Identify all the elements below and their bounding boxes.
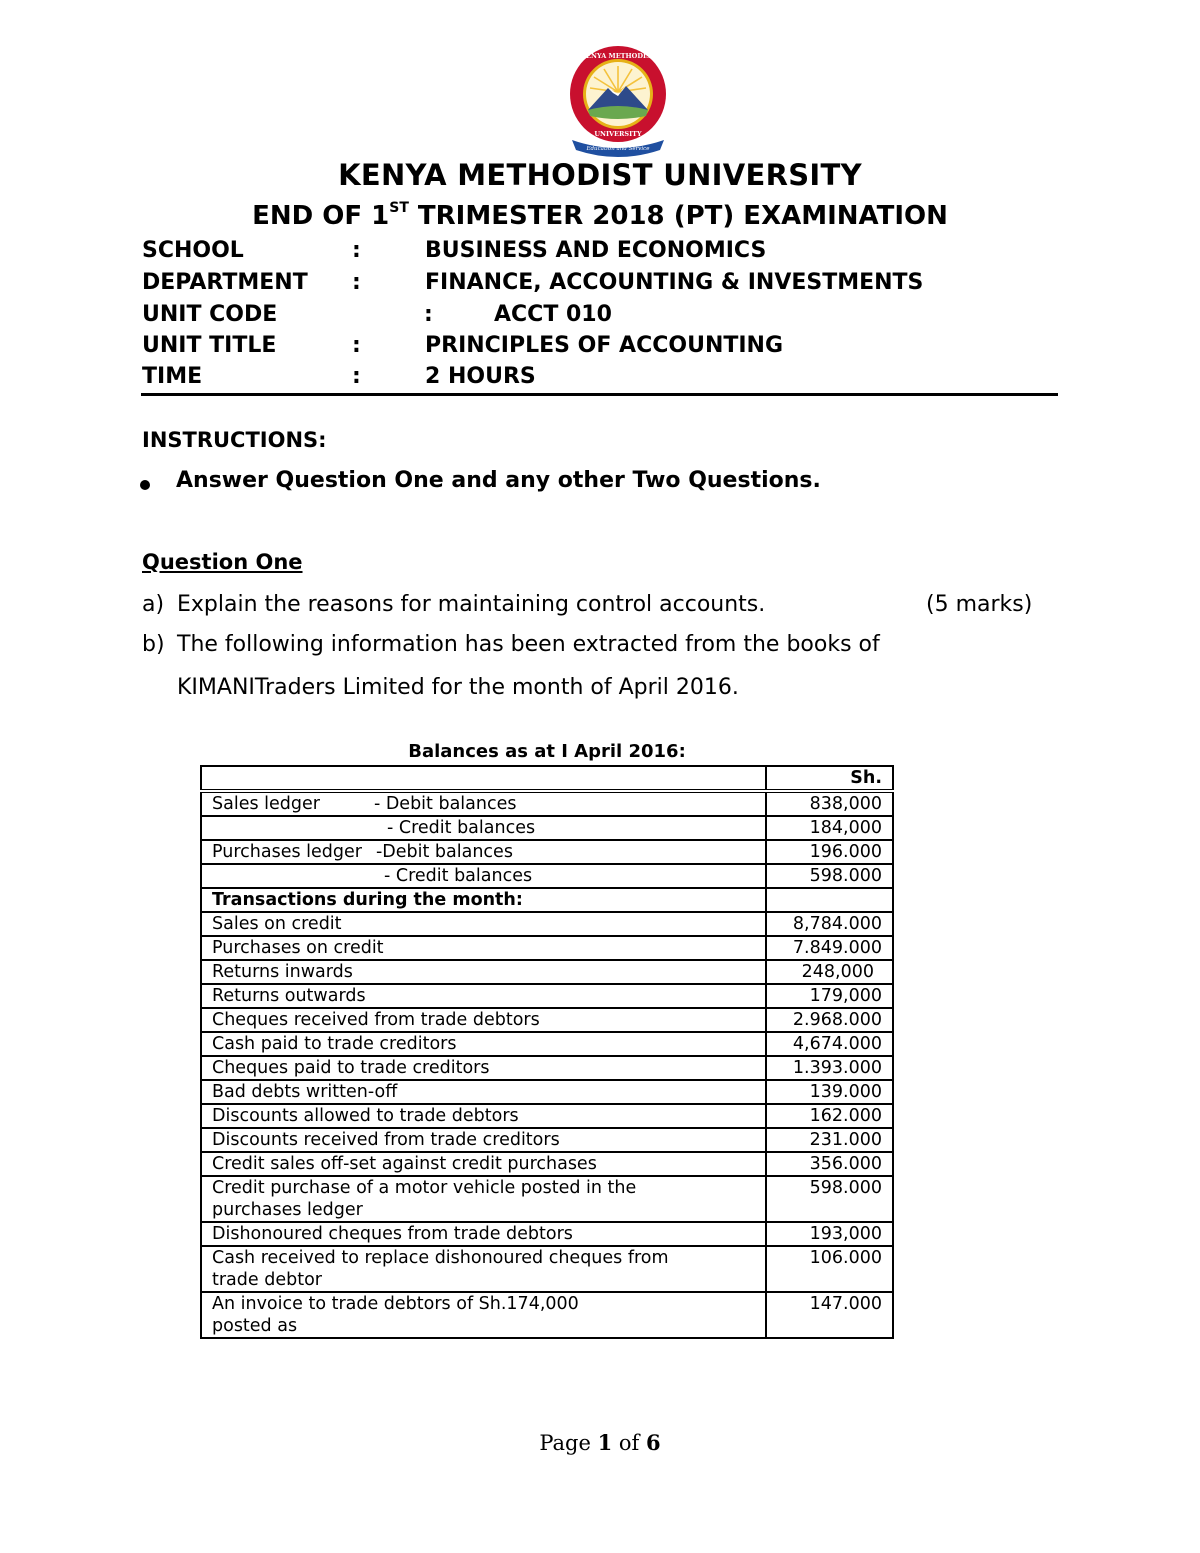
page-footer [0, 1430, 1200, 1455]
meta-label: TIME [142, 364, 203, 389]
instruction-text: Answer Question One and any other Two Questions. [176, 468, 821, 493]
row-sublabel: - Credit balances [384, 866, 533, 886]
meta-label: UNIT CODE [142, 302, 278, 327]
table-cell-description [201, 1080, 766, 1104]
meta-label: SCHOOL [142, 238, 244, 263]
question-a-marks: (5 marks) [926, 592, 1033, 617]
footer-page-number: 1 [597, 1430, 613, 1455]
table-row [201, 984, 893, 1008]
meta-colon: : [352, 270, 361, 295]
table-cell-amount: 4,674.000 [766, 1032, 893, 1056]
table-cell-amount: 598.000 [766, 1176, 893, 1222]
logo-ring-text-top: KENYA METHODIST [580, 52, 656, 60]
table-row [201, 1152, 893, 1176]
table-cell-description [201, 936, 766, 960]
question-b-line-2: KIMANITraders Limited for the month of April 2016. [177, 675, 739, 700]
table-cell-amount: 8,784.000 [766, 912, 893, 936]
meta-value: BUSINESS AND ECONOMICS [425, 238, 767, 263]
table-cell-amount: 598.000 [766, 864, 893, 888]
table-cell-description [201, 960, 766, 984]
balances-table [200, 765, 894, 1339]
exam-title-prefix: END OF 1 [252, 201, 390, 231]
table-row [201, 791, 893, 816]
table-header-row [201, 766, 893, 791]
table-cell-description [201, 816, 766, 840]
table-header-desc [201, 766, 766, 791]
question-a-text: Explain the reasons for maintaining control accounts. [177, 592, 766, 617]
table-row [201, 816, 893, 840]
table-cell-description [201, 840, 766, 864]
table-row [201, 936, 893, 960]
row-label: Credit purchase of a motor vehicle posted in the [212, 1178, 637, 1198]
row-label: Returns outwards [212, 986, 366, 1006]
row-label: Purchases ledger [212, 842, 362, 862]
row-sublabel: -Debit balances [375, 842, 513, 862]
table-cell-description [201, 1292, 766, 1338]
table-cell-description [201, 984, 766, 1008]
bullet-icon [140, 480, 150, 490]
table-cell-description [201, 1128, 766, 1152]
table-row [201, 864, 893, 888]
row-label: Sales on credit [212, 914, 342, 934]
table-cell-amount: 106.000 [766, 1246, 893, 1292]
row-sublabel: - Debit balances [373, 794, 517, 814]
table-cell-amount: 196.000 [766, 840, 893, 864]
university-logo [564, 44, 672, 160]
table-cell-description [201, 791, 766, 816]
table-cell-amount: 248,000 [766, 960, 893, 984]
meta-value: 2 HOURS [425, 364, 536, 389]
table-header-amount: Sh. [766, 766, 893, 791]
table-row [201, 1104, 893, 1128]
table-cell-amount: 231.000 [766, 1128, 893, 1152]
table-row [201, 1292, 893, 1338]
header-divider [141, 393, 1058, 396]
row-label: Cheques paid to trade creditors [212, 1058, 490, 1078]
row-sublabel: posted as [212, 1316, 298, 1336]
question-b-letter: b) [142, 632, 165, 657]
row-label: Discounts allowed to trade debtors [212, 1106, 519, 1126]
table-cell-description [201, 1152, 766, 1176]
table-row [201, 960, 893, 984]
footer-page-word: Page [539, 1431, 598, 1455]
table-cell-amount: 838,000 [766, 791, 893, 816]
table-row [201, 840, 893, 864]
table-row [201, 1222, 893, 1246]
table-cell-description [201, 1246, 766, 1292]
table-row [201, 1176, 893, 1222]
table-cell-description [201, 1222, 766, 1246]
table-cell-amount: 193,000 [766, 1222, 893, 1246]
question-one-heading: Question One [142, 550, 303, 574]
table-cell-amount: 7.849.000 [766, 936, 893, 960]
table-row [201, 1080, 893, 1104]
table-cell-description [201, 1008, 766, 1032]
table-cell-description [201, 888, 766, 912]
row-label: Purchases on credit [212, 938, 384, 958]
table-cell-amount: 162.000 [766, 1104, 893, 1128]
row-label: Cash paid to trade creditors [212, 1034, 457, 1054]
table-cell-description [201, 864, 766, 888]
table-cell-amount: 2.968.000 [766, 1008, 893, 1032]
table-cell-description [201, 912, 766, 936]
table-cell-description [201, 1056, 766, 1080]
row-label: Credit sales off-set against credit purchases [212, 1154, 597, 1174]
footer-of-word: of [612, 1431, 647, 1455]
question-a-letter: a) [142, 592, 165, 617]
table-row [201, 1008, 893, 1032]
question-b-line-1: The following information has been extracted from the books of [177, 632, 880, 657]
table-cell-amount: 184,000 [766, 816, 893, 840]
table-row [201, 912, 893, 936]
table-row [201, 888, 893, 912]
row-label: Cheques received from trade debtors [212, 1010, 540, 1030]
table-row [201, 1032, 893, 1056]
table-row [201, 1128, 893, 1152]
meta-colon: : [352, 333, 361, 358]
row-label: Dishonoured cheques from trade debtors [212, 1224, 573, 1244]
logo-ring-text-bottom: UNIVERSITY [594, 130, 642, 138]
row-label: An invoice to trade debtors of Sh.174,000 [212, 1294, 579, 1314]
exam-title-sup: ST [389, 200, 409, 217]
meta-colon: : [352, 364, 361, 389]
meta-label: DEPARTMENT [142, 270, 308, 295]
exam-title-suffix: TRIMESTER 2018 (PT) EXAMINATION [408, 201, 948, 231]
table-cell-description [201, 1104, 766, 1128]
row-sublabel: - Credit balances [387, 818, 536, 838]
meta-label: UNIT TITLE [142, 333, 277, 358]
meta-colon: : [352, 238, 361, 263]
table-cell-amount: 1.393.000 [766, 1056, 893, 1080]
row-sublabel: trade debtor [212, 1270, 322, 1290]
meta-value: ACCT 010 [494, 302, 612, 327]
logo-motto: Education and Service [586, 146, 650, 152]
row-label: Sales ledger [212, 794, 320, 814]
row-sublabel: purchases ledger [212, 1200, 363, 1220]
row-label: Transactions during the month: [212, 890, 523, 910]
footer-page-total: 6 [646, 1430, 661, 1455]
exam-title [0, 201, 1200, 231]
table-cell-description [201, 1032, 766, 1056]
table-cell-amount: 139.000 [766, 1080, 893, 1104]
university-name: KENYA METHODIST UNIVERSITY [338, 158, 862, 192]
instructions-heading: INSTRUCTIONS: [142, 428, 327, 452]
meta-value: PRINCIPLES OF ACCOUNTING [425, 333, 784, 358]
table-cell-amount: 356.000 [766, 1152, 893, 1176]
meta-colon: : [424, 302, 433, 327]
row-label: Discounts received from trade creditors [212, 1130, 560, 1150]
table-cell-description [201, 1176, 766, 1222]
meta-value: FINANCE, ACCOUNTING & INVESTMENTS [425, 270, 924, 295]
table-cell-amount: 147.000 [766, 1292, 893, 1338]
table-row [201, 1246, 893, 1292]
table-cell-amount [766, 888, 893, 912]
table-caption: Balances as at I April 2016: [408, 741, 686, 762]
row-label: Cash received to replace dishonoured cheques from [212, 1248, 669, 1268]
table-cell-amount: 179,000 [766, 984, 893, 1008]
row-label: Bad debts written-off [212, 1082, 398, 1102]
row-label: Returns inwards [212, 962, 353, 982]
table-row [201, 1056, 893, 1080]
